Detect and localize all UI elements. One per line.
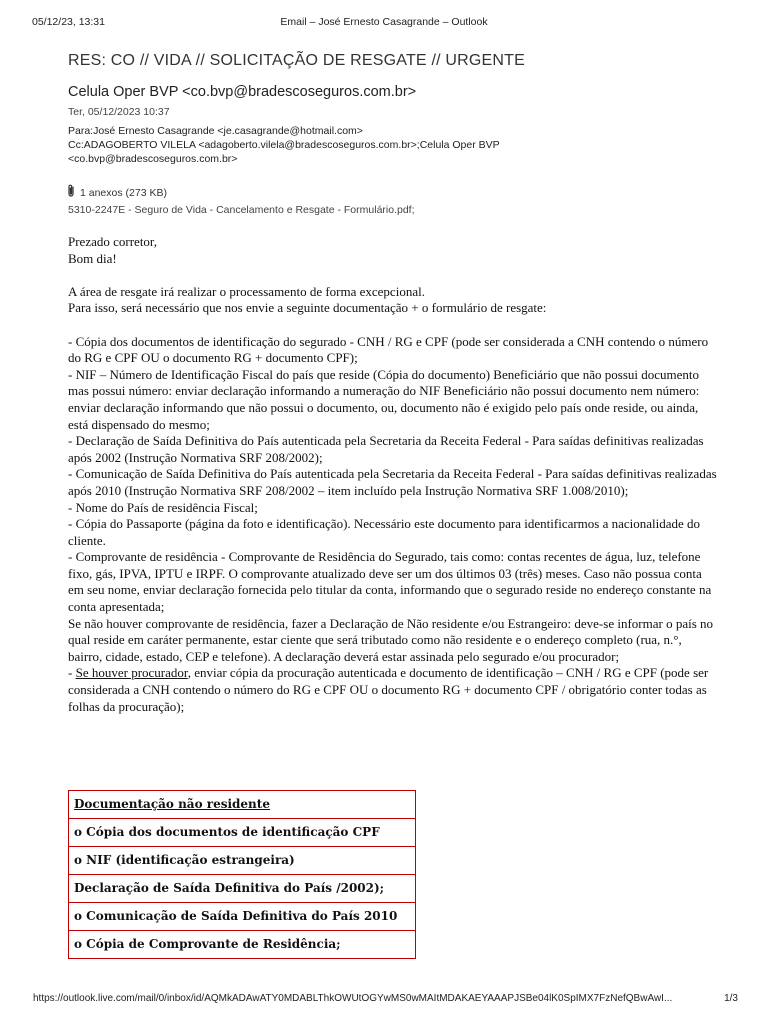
greeting-line: Prezado corretor, <box>68 234 157 249</box>
requirement-item-procurador <box>68 665 718 715</box>
email-to[interactable]: Para:José Ernesto Casagrande <je.casagrande@hotmail.com> <box>68 125 363 137</box>
item-rest: , enviar cópia da procuração autenticada e documento de identificação – CNH / RG e CPF (pode ser considerada a CNH contendo o número do RG e CPF OU o documento RG + documento CPF / obrigatório conter todas as folhas da procuração); <box>68 665 709 714</box>
requirement-item: Se não houver comprovante de residência, fazer a Declaração de Não residente e/ou Estrangeiro: deve-se informar o país no qual reside em caráter permanente, estar ciente que será tributado como não residente e o endereço completo (rua, n.°, bairro, cidade, estado, CEP e telefone). A declaração deverá estar assinada pelo segurado e/ou procurador; <box>68 615 714 664</box>
email-cc[interactable]: Cc:ADAGOBERTO VILELA <adagoberto.vilela@bradescoseguros.com.br>;Celula Oper BVP <co.bvp@bradescoseguros.com.br> <box>68 139 500 165</box>
requirement-item: - Declaração de Saída Definitiva do País autenticada pela Secretaria da Receita Federal - Para saídas definitivas realizadas após 2002 (Instrução Normativa SRF 208/2002); <box>68 433 704 465</box>
table-row: Declaração de Saída Definitiva do País /2002); <box>69 875 416 903</box>
print-header <box>0 16 768 32</box>
item-prefix: - <box>68 665 76 681</box>
paperclip-icon <box>66 184 76 201</box>
attachment-file-link[interactable]: 5310-2247E - Seguro de Vida - Cancelamento e Resgate - Formulário.pdf; <box>68 204 415 216</box>
email-body <box>68 234 718 715</box>
table-row: o Comunicação de Saída Definitiva do País 2010 <box>69 903 416 931</box>
requirement-item: - Comunicação de Saída Definitiva do País autenticada pela Secretaria da Receita Federal - Para saídas definitivas realizadas após 2010 (Instrução Normativa SRF 208/2002 – item incluído pela Instrução Normativa SRF 1.008/2010); <box>68 466 717 498</box>
table-header-cell <box>69 791 416 819</box>
print-url: https://outlook.live.com/mail/0/inbox/id/AQMkADAwATY0MDABLThkOWUtOGYwMS0wMAItMDAKAEYAAAPJSBe04lK0SpIMX7FzNefQBwAwI... <box>33 993 673 1004</box>
attachments-count: 1 anexos (273 KB) <box>80 186 167 199</box>
requirement-item: - Cópia do Passaporte (página da foto e identificação). Necessário este documento para identificarmos a nacionalidade do cliente. <box>68 516 701 548</box>
print-page-number: 1/3 <box>724 993 738 1004</box>
print-datetime: 05/12/23, 13:31 <box>32 16 105 28</box>
documentation-table <box>68 790 416 959</box>
requirement-item: - NIF – Número de Identificação Fiscal do país que reside (Cópia do documento) Beneficiário que não possui documento mas possui número: enviar declaração informando a numeração do NIF Beneficiário não possui documento nem número: enviar declaração informando que não possui o documento, ou, documento não é exigido pelo país onde reside, ou ainda, está dispensado do mesmo; <box>68 366 700 432</box>
table-row: o Cópia de Comprovante de Residência; <box>69 931 416 959</box>
table-row: o NIF (identificação estrangeira) <box>69 847 416 875</box>
greeting-line: Bom dia! <box>68 250 117 266</box>
table-header: Documentação não residente <box>74 797 270 811</box>
requirement-item: - Nome do País de residência Fiscal; <box>68 499 258 515</box>
intro-line: Para isso, será necessário que nos envie a seguinte documentação + o formulário de resgate: <box>68 300 547 316</box>
email-sender[interactable]: Celula Oper BVP <co.bvp@bradescoseguros.com.br> <box>68 84 417 100</box>
table-row: o Cópia dos documentos de identificação CPF <box>69 819 416 847</box>
print-footer <box>0 993 768 1009</box>
requirement-item: - Cópia dos documentos de identificação do segurado - CNH / RG e CPF (pode ser considerada a CNH contendo o número do RG e CPF OU o documento RG + documento CPF); <box>68 333 709 366</box>
email-date: Ter, 05/12/2023 10:37 <box>68 106 170 118</box>
intro-line: A área de resgate irá realizar o processamento de forma excepcional. <box>68 283 425 299</box>
print-title: Email – José Ernesto Casagrande – Outlook <box>280 16 488 28</box>
attachments-summary[interactable] <box>66 184 167 201</box>
email-subject: RES: CO // VIDA // SOLICITAÇÃO DE RESGATE // URGENTE <box>68 52 526 69</box>
requirement-item: - Comprovante de residência - Comprovante de Residência do Segurado, tais como: contas recentes de água, luz, telefone fixo, gás, IPVA, IPTU e IRPF. O comprovante atualizado deve ser um dos últimos 03 (três) meses. Caso não possua conta em seu nome, enviar declaração fornecida pelo titular da conta, informando que o segurado reside no endereço constante na conta apresentada; <box>68 549 712 615</box>
procurador-underlined: Se houver procurador <box>75 665 188 681</box>
